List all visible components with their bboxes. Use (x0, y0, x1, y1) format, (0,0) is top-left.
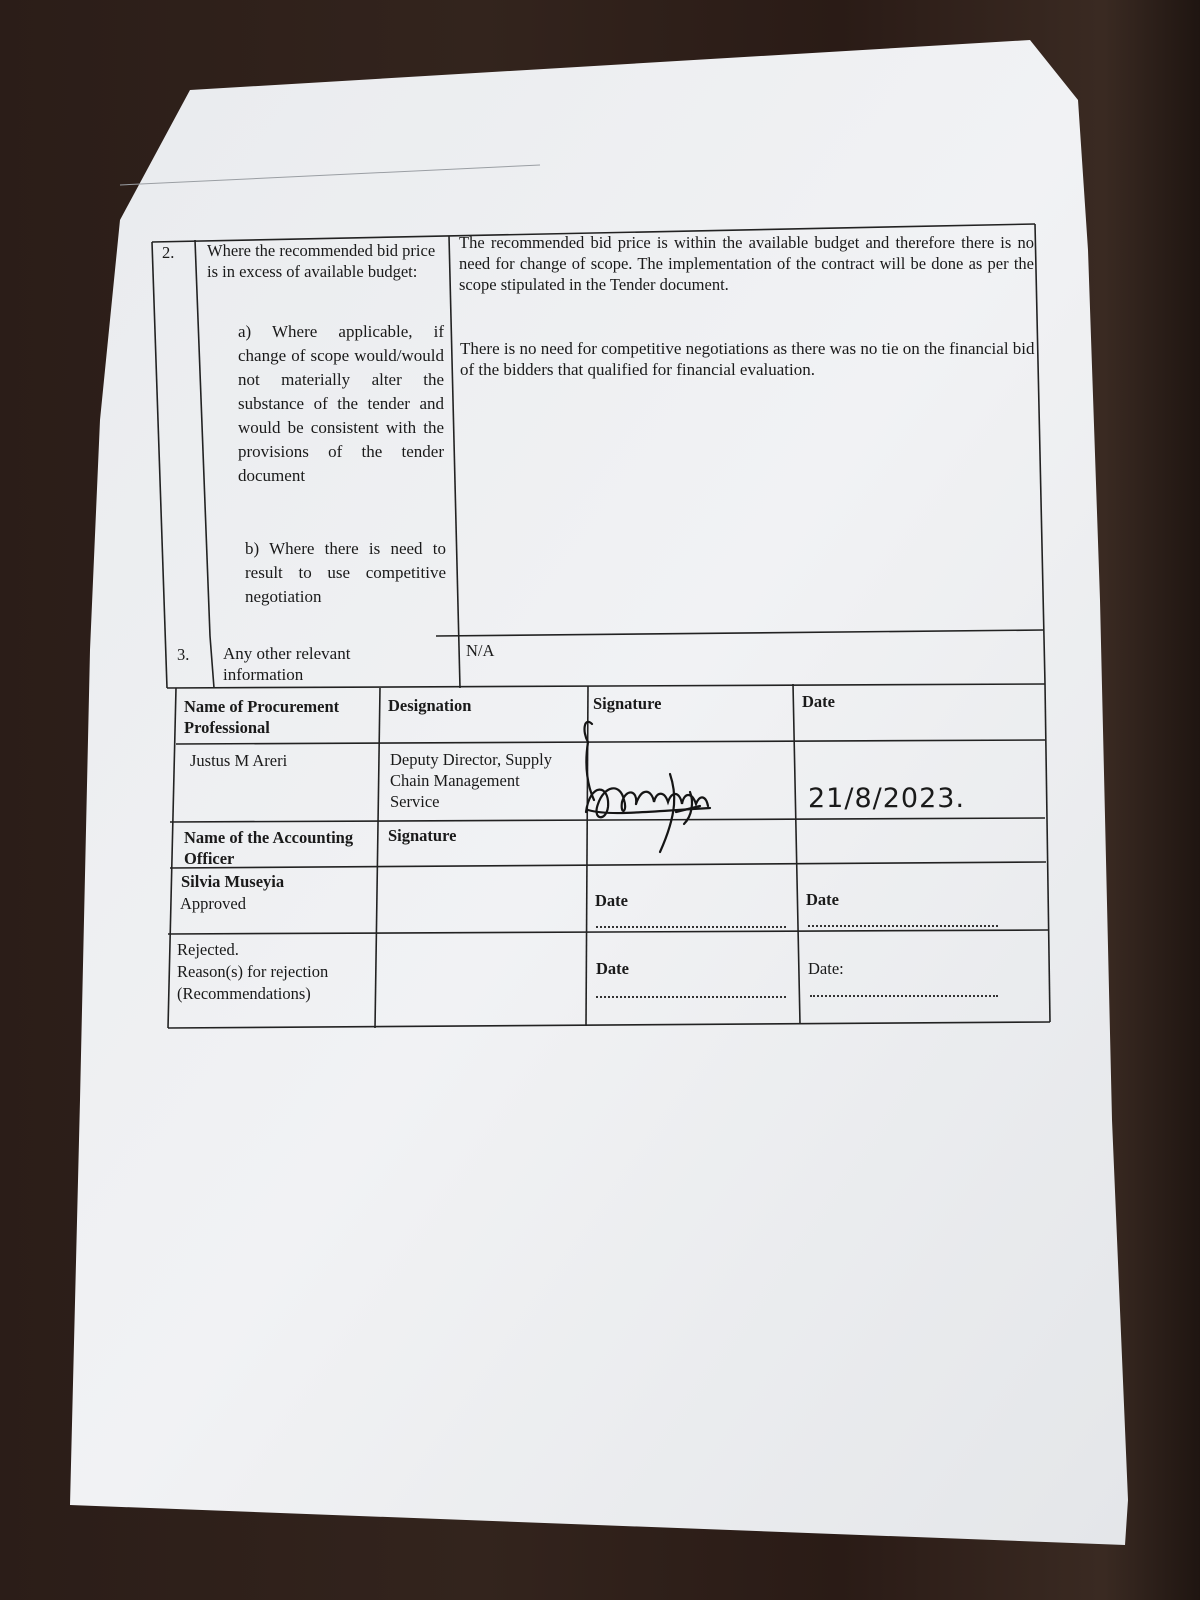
handwritten-signature (580, 712, 740, 872)
rejection-reason-label: Reason(s) for rejection (177, 962, 329, 981)
designation-header: Designation (388, 696, 472, 715)
approved-date-label-1: Date (595, 891, 628, 910)
rejected-date-line-2 (810, 995, 998, 997)
row-2-answer-1: The recommended bid price is within the available budget and therefore there is no need for change of scope. The implementation of the contract will be done as per the scope stipulated in the Tender document. (459, 233, 1034, 294)
row-2-answer-2: There is no need for competitive negotiations as there was no tie on the financial bid of the bidders that qualified for financial evaluation. (460, 339, 1035, 379)
procurement-name-header: Name of Procurement Professional (184, 697, 340, 737)
accounting-signature-header: Signature (388, 826, 457, 845)
rejected-date-line-1 (596, 996, 786, 998)
row-3-number: 3. (177, 645, 190, 664)
approved-date-line-1 (596, 926, 786, 928)
handwritten-date: 21/8/2023. (808, 783, 966, 814)
row-2-sub-a: a) Where applicable, if change of scope would/would not materially alter the substance of the tender and would be consistent with the provisions of the tender document (238, 322, 444, 485)
signature-header: Signature (593, 694, 662, 713)
accounting-officer-name: Silvia Museyia (181, 872, 285, 891)
row-2-question: Where the recommended bid price is in excess of available budget: (207, 241, 436, 281)
rejected-label: Rejected. (177, 940, 239, 959)
approved-date-line-2 (808, 925, 998, 927)
rejected-date-label-2: Date: (808, 959, 844, 978)
approved-label: Approved (180, 894, 246, 913)
recommendations-label: (Recommendations) (177, 984, 311, 1003)
date-header: Date (802, 692, 835, 711)
rejected-date-label-1: Date (596, 959, 629, 978)
row-2-sub-b: b) Where there is need to result to use competitive negotiation (245, 539, 446, 606)
procurement-designation: Deputy Director, Supply Chain Management Service (390, 750, 553, 811)
procurement-name: Justus M Areri (190, 751, 288, 770)
row-2-number: 2. (162, 243, 175, 262)
approved-date-label-2: Date (806, 890, 839, 909)
row-3-question: Any other relevant information (223, 644, 351, 684)
row-3-answer: N/A (466, 641, 495, 660)
accounting-officer-header: Name of the Accounting Officer (184, 828, 354, 868)
